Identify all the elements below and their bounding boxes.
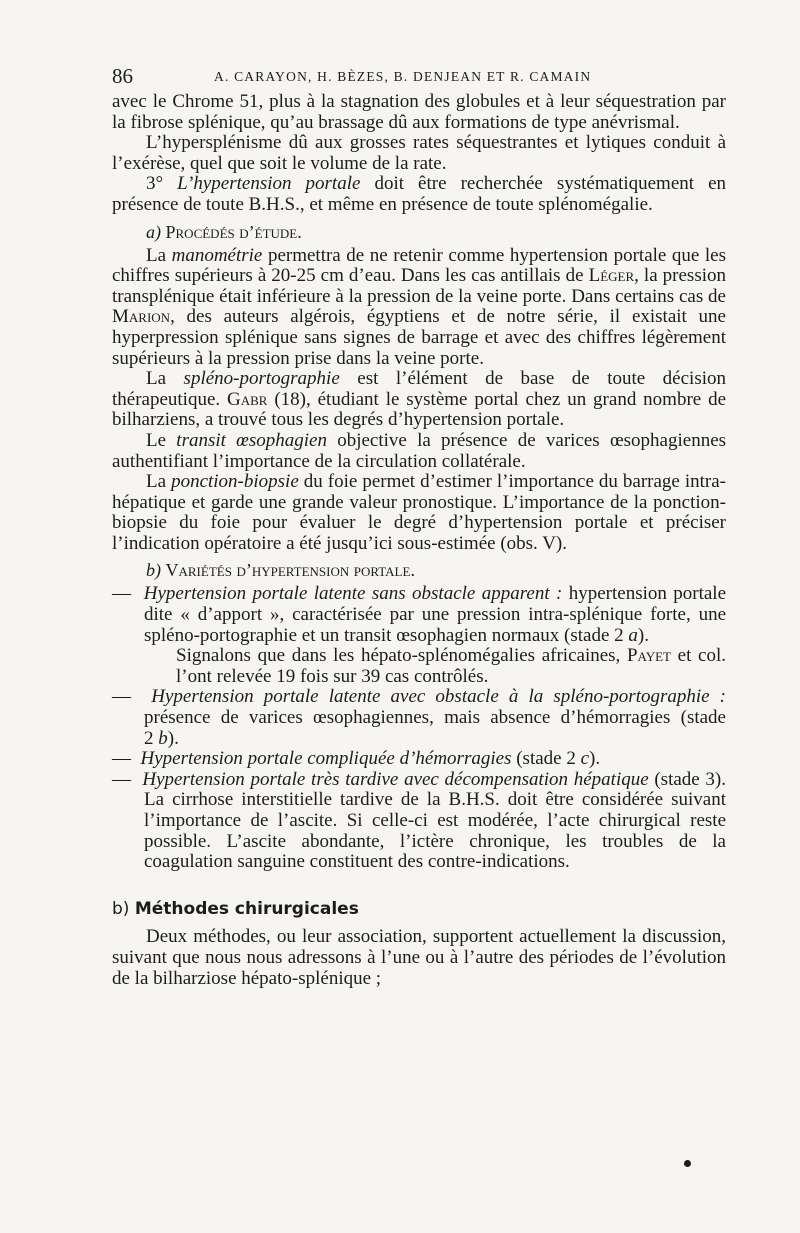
text: Le	[146, 429, 167, 451]
text: ).	[589, 748, 601, 770]
section-label: b)	[146, 560, 161, 581]
text: présence de varices œsophagiennes, mais absence d’hémorragies (stade 2	[144, 707, 726, 749]
subsection-title: Méthodes chirurgicales	[134, 898, 359, 919]
emphasis: Hypertension portale latente sans obstacle apparent :	[143, 583, 563, 605]
text: La	[146, 368, 167, 390]
text: du foie permet d’estimer l’importance du barrage intra-hépatique et garde une grande valeur pronostique. L’importance de la ponction-biopsie du foie pour évaluer le degré d’hypertension portale et préciser l’indication opératoire a été jusqu’ici sous-estimée (obs. V).	[112, 471, 727, 554]
text: , des auteurs algérois, égyptiens et de notre série, il existait une hyperpression splénique sans signes de barrage et avec des chiffres légèrement supérieurs à la pression prise dans la veine porte.	[112, 306, 726, 369]
author-name: Léger	[588, 265, 635, 287]
dash: —	[112, 686, 131, 708]
page	[112, 64, 726, 989]
text: permettra de ne retenir comme hypertension portale que les chiffres supérieurs à 20-25 cm d’eau. Dans les cas antillais de	[112, 244, 727, 287]
stage-letter: a	[628, 624, 638, 646]
text: (stade 2	[516, 748, 576, 770]
text: (18), étudiant le système portal chez un grand nombre de bilharziens, a trouvé tous les degrés d’hypertension portale.	[112, 388, 727, 431]
stray-mark	[684, 1160, 691, 1167]
list-subparagraph	[112, 646, 726, 687]
stage-letter: b	[158, 727, 168, 749]
emphasis: Hypertension portale latente avec obstacle à la spléno-portographie :	[151, 686, 727, 708]
list-item	[112, 749, 726, 770]
list-item	[112, 584, 726, 646]
paragraph-2: L’hypersplénisme dû aux grosses rates séquestrantes et lytiques conduit à l’exérèse, quel que soit le volume de la rate.	[112, 132, 726, 174]
list-item	[112, 770, 726, 873]
dash: —	[112, 583, 131, 605]
paragraph-portographie	[112, 369, 726, 431]
stage-letter: c	[580, 748, 590, 770]
paragraph-manometrie	[112, 246, 726, 370]
dash: —	[112, 768, 131, 790]
section-a-heading	[112, 221, 726, 243]
text: est l’élément de base de toute décision thérapeutique.	[112, 368, 727, 410]
text: (stade 3). La cirrhose interstitielle tardive de la B.H.S. doit être considérée suivant l’importance de l’ascite. Si celle-ci est modérée, l’acte chirurgical reste possible. L’ascite abondante, l’ictère chronique, les troubles de la coagulation sanguine constituent des contre-indications.	[144, 768, 727, 873]
text: La	[146, 244, 167, 266]
paragraph-final: Deux méthodes, ou leur association, supportent actuellement la discussion, suivant que nous nous adressons à l’une ou à l’autre des périodes de l’évolution de la bilharziose hépato-splénique ;	[112, 926, 726, 989]
text: objective la présence de varices œsophagiennes authentifiant l’importance de la circulation collatérale.	[112, 429, 727, 472]
text: et col. l’ont relevée 19 fois sur 39 cas contrôlés.	[176, 645, 726, 687]
paragraph-transit	[112, 431, 726, 472]
paragraph-biopsie	[112, 472, 726, 554]
emphasis: L’hypertension portale	[177, 173, 361, 195]
text: ).	[637, 624, 649, 646]
subsection-label: b)	[112, 898, 130, 919]
dash: —	[112, 748, 131, 770]
text: doit être recherchée systématiquement en présence de toute B.H.S., et même en présence de toute splénomégalie.	[112, 173, 727, 215]
text: hypertension portale dite « d’apport », caractérisée par une pression intra-splénique forte, une spléno-portographie et un transit œsophagien normaux (stade 2	[144, 583, 727, 646]
point-number: 3°	[146, 173, 164, 195]
section-title: Procédés d’étude.	[165, 221, 302, 242]
emphasis: transit œsophagien	[176, 429, 327, 451]
author-name: Gabr	[227, 388, 268, 410]
text: ).	[167, 727, 179, 749]
text: La	[146, 471, 167, 493]
emphasis: manométrie	[171, 244, 263, 266]
page-number: 86	[112, 64, 133, 88]
paragraph-1: avec le Chrome 51, plus à la stagnation des globules et à leur séquestration par la fibrose splénique, qu’au brassage dû aux formations de type anévrismal.	[112, 91, 726, 133]
text: Signalons que dans les hépato-splénomégalies africaines,	[176, 645, 621, 667]
author-name: Payet	[626, 645, 671, 667]
section-title: Variétés d’hypertension portale.	[165, 560, 415, 581]
author-name: Marion	[112, 306, 171, 328]
emphasis: Hypertension portale très tardive avec décompensation hépatique	[142, 768, 649, 790]
emphasis: ponction-biopsie	[171, 471, 299, 493]
section-b-heading	[112, 559, 726, 581]
paragraph-3	[112, 174, 726, 215]
list-item	[112, 687, 726, 749]
emphasis: Hypertension portale compliquée d’hémorragies	[140, 748, 512, 770]
subsection-heading	[112, 899, 726, 920]
running-title: A. CARAYON, H. BÈZES, B. DENJEAN ET R. CAMAIN	[214, 69, 592, 84]
running-header	[112, 64, 726, 92]
emphasis: spléno-portographie	[183, 368, 340, 390]
section-label: a)	[146, 221, 161, 242]
text: , la pression transplénique était inférieure à la pression de la veine porte. Dans certains cas de	[112, 265, 727, 307]
